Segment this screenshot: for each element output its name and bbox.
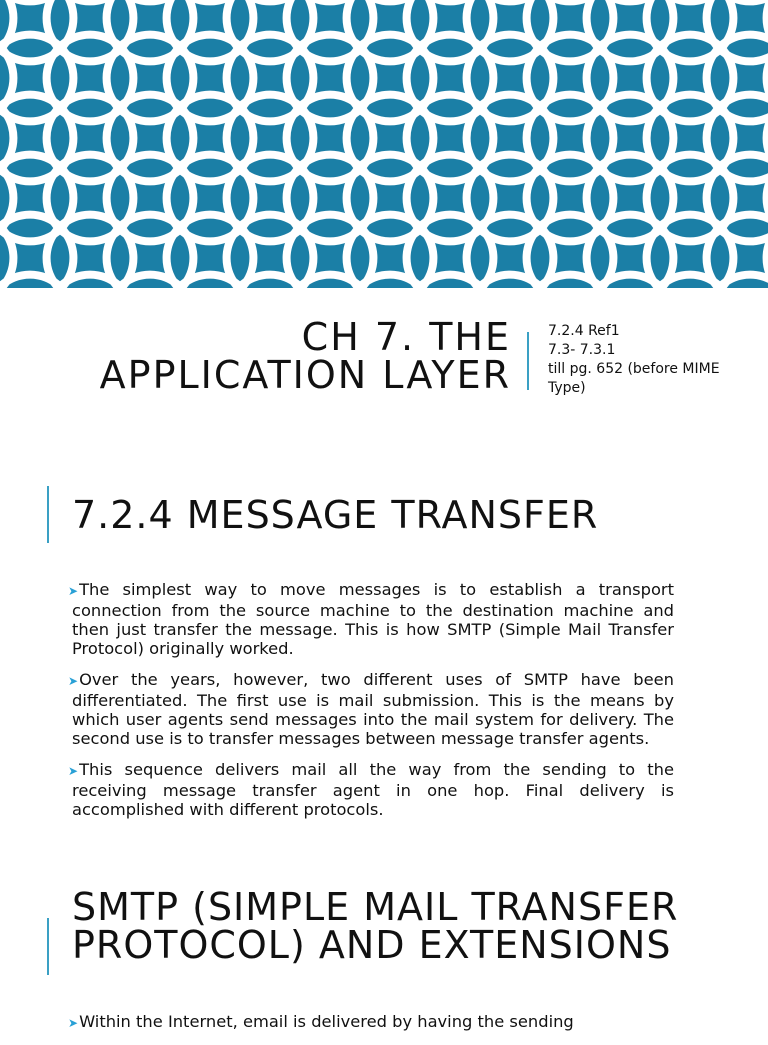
bullet-list: [68, 580, 674, 831]
title-divider: [527, 332, 529, 390]
reference-list: [548, 322, 748, 398]
decorative-banner: [0, 0, 768, 288]
section-accent-bar: [47, 486, 49, 543]
arrow-bullet-icon: ➤: [68, 674, 79, 688]
arrow-bullet-icon: ➤: [68, 764, 79, 778]
bullet-text: Over the years, however, two different uses of SMTP have been differentiated. The first use is mail submission. This is the means by which user agents send messages into the mail system for delivery. The second use is to transfer messages between message transfer agents.: [72, 670, 674, 748]
section-heading: 7.2.4 MESSAGE TRANSFER: [72, 493, 599, 537]
reference-item: 7.2.4 Ref1: [548, 323, 620, 339]
arrow-bullet-icon: ➤: [68, 584, 79, 598]
list-item: [68, 1012, 674, 1033]
arrow-bullet-icon: ➤: [68, 1016, 79, 1030]
bullet-list: [68, 1012, 674, 1045]
list-item: [68, 760, 674, 819]
reference-item: 7.3- 7.3.1: [548, 342, 616, 358]
list-item: [68, 670, 674, 748]
section-accent-bar: [47, 918, 49, 975]
bullet-text: This sequence delivers mail all the way from the sending to the receiving message transfer agent in one hop. Final delivery is accomplished with different protocols.: [72, 760, 674, 819]
slide-title: CH 7. THE APPLICATION LAYER: [99, 315, 511, 397]
bullet-text: Within the Internet, email is delivered by having the sending: [79, 1012, 574, 1031]
bullet-text: The simplest way to move messages is to establish a transport connection from the source machine to the destination machine and then just transfer the message. This is how SMTP (Simple Mail Transfer Protocol) originally worked.: [72, 580, 674, 658]
reference-item: till pg. 652 (before MIME Type): [548, 361, 720, 396]
list-item: [68, 580, 674, 658]
section-heading: SMTP (SIMPLE MAIL TRANSFER PROTOCOL) AND EXTENSIONS: [72, 885, 679, 967]
